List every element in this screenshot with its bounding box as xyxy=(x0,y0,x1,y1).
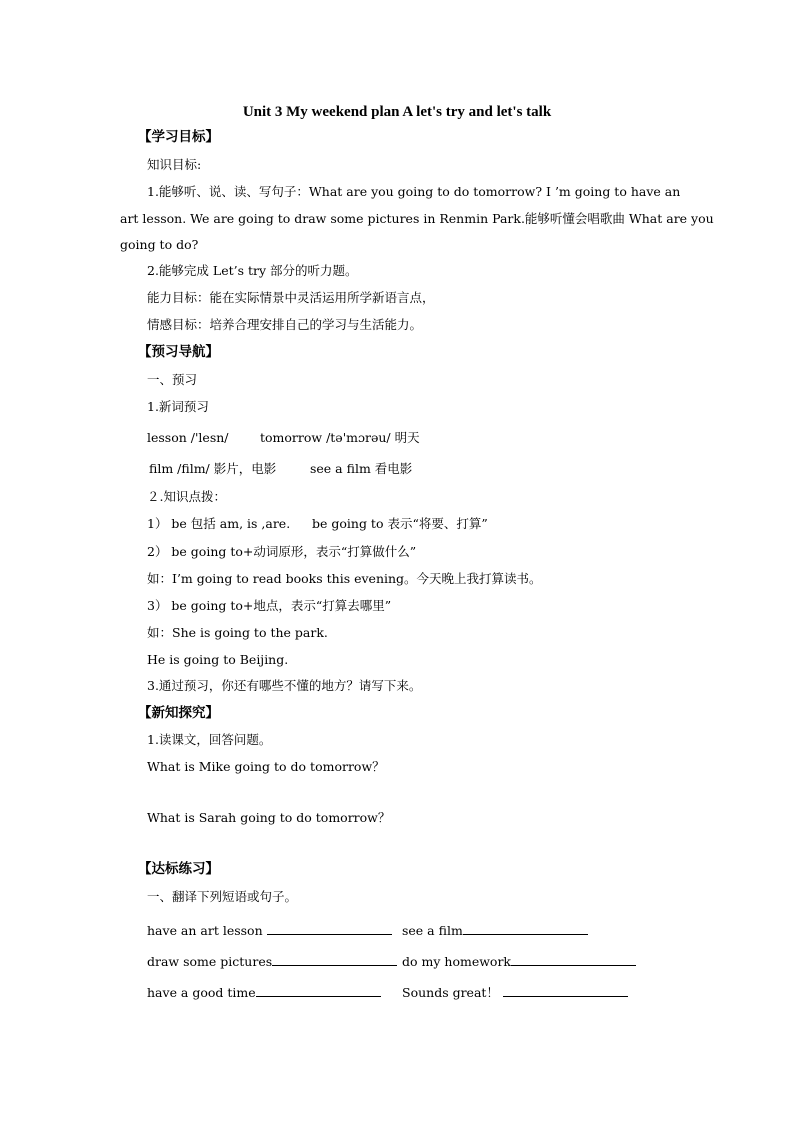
kp1-b: be going to 表示“将要、打算” xyxy=(312,516,488,531)
vocab-row-1 xyxy=(147,427,420,449)
answer-blank[interactable] xyxy=(503,982,628,997)
knowledge-label: 知识目标: xyxy=(147,157,202,172)
kp2: 2） be going to+动词原形，表示“打算做什么” xyxy=(147,544,417,559)
vocab-row-2 xyxy=(149,458,412,480)
emotion-goal: 情感目标：培养合理安排自己的学习与生活能力。 xyxy=(147,317,423,332)
exercise-phrase: draw some pictures xyxy=(147,954,273,969)
answer-blank[interactable] xyxy=(256,982,381,997)
answer-blank[interactable] xyxy=(272,951,397,966)
goal2: 2.能够完成 Let’s try 部分的听力题。 xyxy=(147,263,358,278)
exercise-phrase: Sounds great！ xyxy=(402,985,499,1000)
vocab-tomorrow: tomorrow /tə'mɔrəu/ 明天 xyxy=(260,430,420,445)
page-title: Unit 3 My weekend plan A let's try and let's talk xyxy=(242,104,552,120)
goal1-line3: going to do? xyxy=(120,237,199,252)
goal1-line2: art lesson. We are going to draw some pictures in Renmin Park.能够听懂会唱歌曲 What are you xyxy=(120,211,714,226)
preview-sub: 一、预习 xyxy=(147,372,198,387)
goal1-line1: 1.能够听、说、读、写句子：What are you going to do tomorrow? I ’m going to have an xyxy=(147,184,681,199)
explore-heading: 【新知探究】 xyxy=(138,705,219,721)
preview-heading: 【预习导航】 xyxy=(138,344,219,360)
read-task: 1.读课文，回答问题。 xyxy=(147,732,272,747)
practice-heading: 【达标练习】 xyxy=(138,861,219,877)
kp1-a: 1） be 包括 am, is ,are. xyxy=(147,516,291,531)
kp1 xyxy=(147,513,488,535)
exercise-phrase: do my homework xyxy=(402,954,511,969)
exercise-row xyxy=(147,982,628,1004)
answer-blank[interactable] xyxy=(463,920,588,935)
goals-heading: 【学习目标】 xyxy=(138,129,219,145)
vocab-title: 1.新词预习 xyxy=(147,399,209,414)
question3: 3.通过预习，你还有哪些不懂的地方？请写下来。 xyxy=(147,678,422,693)
exercise-row xyxy=(147,951,636,973)
kp3: 3） be going to+地点，表示“打算去哪里” xyxy=(147,598,392,613)
example2: 如：She is going to the park. xyxy=(147,625,328,640)
exercise-row xyxy=(147,920,588,942)
question-mike: What is Mike going to do tomorrow？ xyxy=(147,759,385,774)
example3: He is going to Beijing. xyxy=(147,652,289,667)
exercise-phrase: see a film xyxy=(402,923,463,938)
vocab-film: film /film/ 影片，电影 xyxy=(149,461,277,476)
vocab-lesson: lesson /'lesn/ xyxy=(147,430,229,445)
answer-blank[interactable] xyxy=(267,920,392,935)
answer-blank[interactable] xyxy=(511,951,636,966)
knowledge-points: ２.知识点拨： xyxy=(147,489,226,504)
exercise-phrase: have an art lesson xyxy=(147,923,263,938)
translate-task: 一、翻译下列短语或句子。 xyxy=(147,889,298,904)
exercise-phrase: have a good time xyxy=(147,985,256,1000)
vocab-see-a-film: see a film 看电影 xyxy=(310,461,413,476)
ability-goal: 能力目标：能在实际情景中灵活运用所学新语言点， xyxy=(147,290,435,305)
example1: 如：I’m going to read books this evening。今天晚上我打算读书。 xyxy=(147,571,542,586)
question-sarah: What is Sarah going to do tomorrow？ xyxy=(147,810,391,825)
